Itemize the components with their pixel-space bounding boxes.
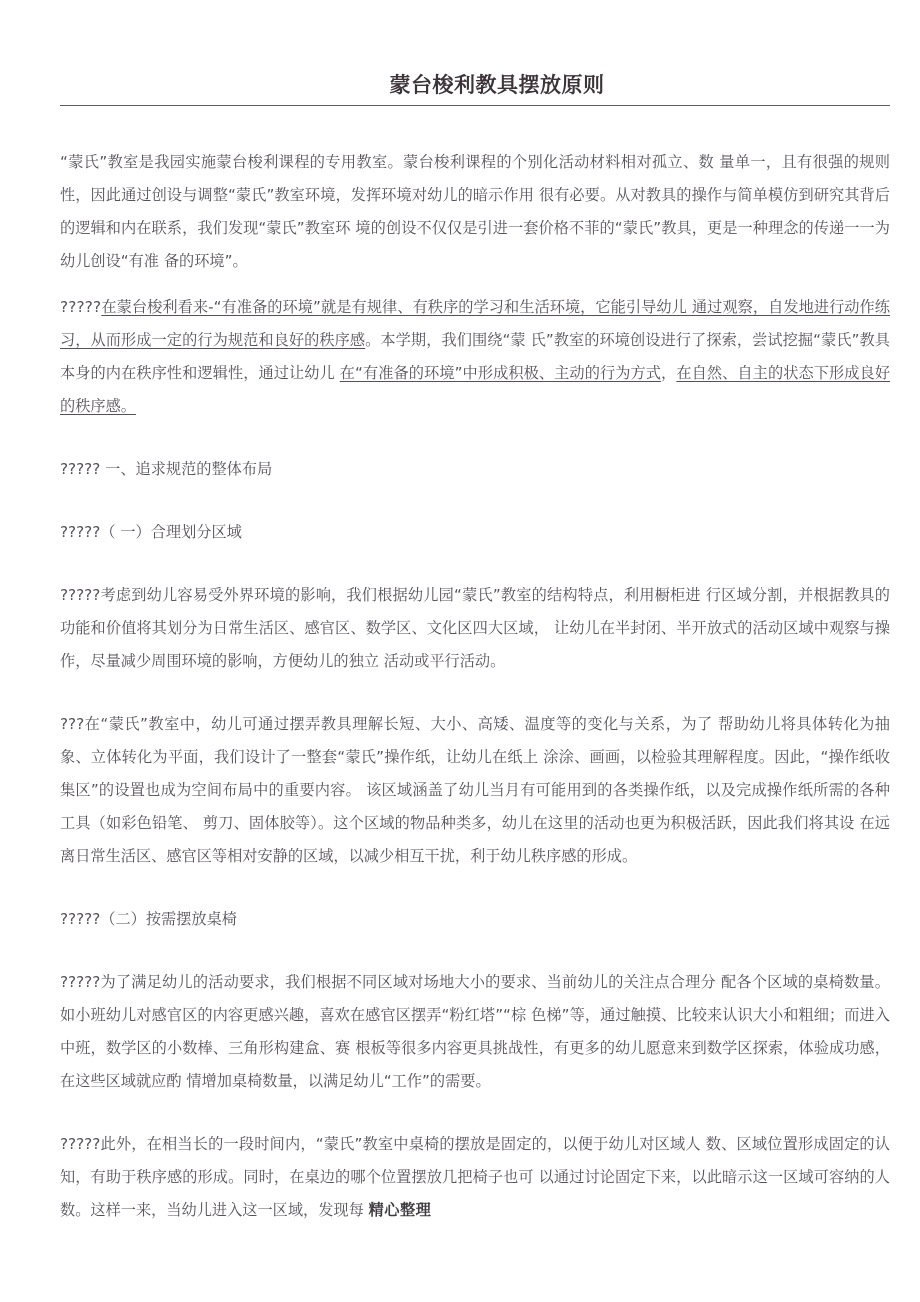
spacer bbox=[60, 678, 890, 708]
document-content bbox=[60, 0, 890, 1227]
title-divider bbox=[60, 105, 890, 106]
page-title: 蒙台梭利教具摆放原则 bbox=[389, 73, 605, 97]
underlined-run-1: 在蒙台梭利看来-“有准备的环境”就是有规律、有秩序的学习和生活环境，它能引导幼儿 通过观察，自发地进行动作练习，从而形成一定的行为规范和良好的秩序感 bbox=[60, 298, 890, 350]
spacer bbox=[60, 873, 890, 903]
paragraph-zone-division: ?????考虑到幼儿容易受外界环境的影响，我们根据幼儿园“蒙氏”教室的结构特点，利用橱柜进 行区域分割，并根据教具的功能和价值将其划分为日常生活区、感官区、数学区、文化区四大区域， 让幼儿在半封闭、半开放式的活动区域中观察与操作，尽量减少周围环境的影响，方便幼儿的独立 活动或平行活动。 bbox=[60, 586, 890, 671]
spacer bbox=[60, 486, 890, 516]
plain-run-2: 在“有准备的环境”中形成积极、主动的行为方式 bbox=[339, 364, 662, 383]
underlined-run-3: 在自然、自主的状态下形成良好的秩序感。 bbox=[60, 364, 891, 416]
spacer bbox=[60, 1098, 890, 1128]
paragraph-body-text: ?????此外，在相当长的一段时间内，“蒙氏”教室中桌椅的摆放是固定的，以便于幼儿对区域人 数、区域位置形成固定的认知，有助于秩序感的形成。同时，在桌边的哪个位置摆放几把椅子也可 以通过讨论固定下来，以此暗示这一区域可容纳的人数。这样一来，当幼儿进入这一区域，发现每 bbox=[60, 1135, 890, 1220]
paragraph-fixed-layout bbox=[60, 1128, 890, 1227]
paragraph-marker: ????? bbox=[60, 298, 102, 317]
spacer bbox=[60, 549, 890, 579]
paragraph-table-chair-count: ?????为了满足幼儿的活动要求，我们根据不同区域对场地大小的要求、当前幼儿的关注点合理分 配各个区域的桌椅数量。如小班幼儿对感官区的内容更感兴趣，喜欢在感官区摆弄“粉红塔”“棕 色梯”等，通过触摸、比较来认识大小和粗细；而进入中班，数学区的小数棒、三角形构建盒、赛 根板等很多内容更具挑战性，有更多的幼儿愿意来到数学区探索，体验成功感，在这些区域就应酌 情增加桌椅数量，以满足幼儿“工作”的需要。 bbox=[60, 973, 890, 1091]
paragraph-worksheet-area: ???在“蒙氏”教室中，幼儿可通过摆弄教具理解长短、大小、高矮、温度等的变化与关系，为了 帮助幼儿将具体转化为抽象、立体转化为平面，我们设计了一整套“蒙氏”操作纸，让幼儿在纸上 涂涂、画画，以检验其理解程度。因此，“操作纸收集区”的设置也成为空间布局中的重要内容。 该区域涵盖了幼儿当月有可能用到的各类操作纸，以及完成操作纸所需的各种工具（如彩色铅笔、 剪刀、固体胶等）。这个区域的物品种类多，幼儿在这里的活动也更为积极活跃，因此我们将其设 在远离日常生活区、感官区等相对安静的区域，以减少相互干扰，利于幼儿秩序感的形成。 bbox=[60, 715, 890, 866]
heading-subsection-one: ?????（ 一）合理划分区域 bbox=[60, 523, 242, 542]
heading-subsection-two: ?????（二）按需摆放桌椅 bbox=[60, 910, 237, 929]
spacer bbox=[60, 936, 890, 966]
plain-run-1: 。本学期，我们围绕“蒙 氏”教室的环境创设进行了探索，尝试挖掘“蒙氏”教具本身的内在秩序性和逻辑性，通过让幼儿 bbox=[60, 331, 890, 383]
paragraph-prepared-environment bbox=[60, 291, 890, 423]
plain-run-3: ， bbox=[661, 364, 677, 383]
footer-note: 精心整理 bbox=[368, 1201, 432, 1220]
paragraph-intro: “蒙氏”教室是我园实施蒙台梭利课程的专用教室。蒙台梭利课程的个别化活动材料相对孤立、数 量单一，且有很强的规则性，因此通过创设与调整“蒙氏”教室环境，发挥环境对幼儿的暗示作用 很有必要。从对教具的操作与简单模仿到研究其背后的逻辑和内在联系，我们发现“蒙氏”教室环 境的创设不仅仅是引进一套价格不菲的“蒙氏”教具，更是一种理念的传递一一为幼儿创设“有准 备的环境”。 bbox=[60, 153, 890, 271]
heading-section-one: ????? 一、追求规范的整体布局 bbox=[60, 460, 273, 479]
spacer bbox=[60, 423, 890, 453]
